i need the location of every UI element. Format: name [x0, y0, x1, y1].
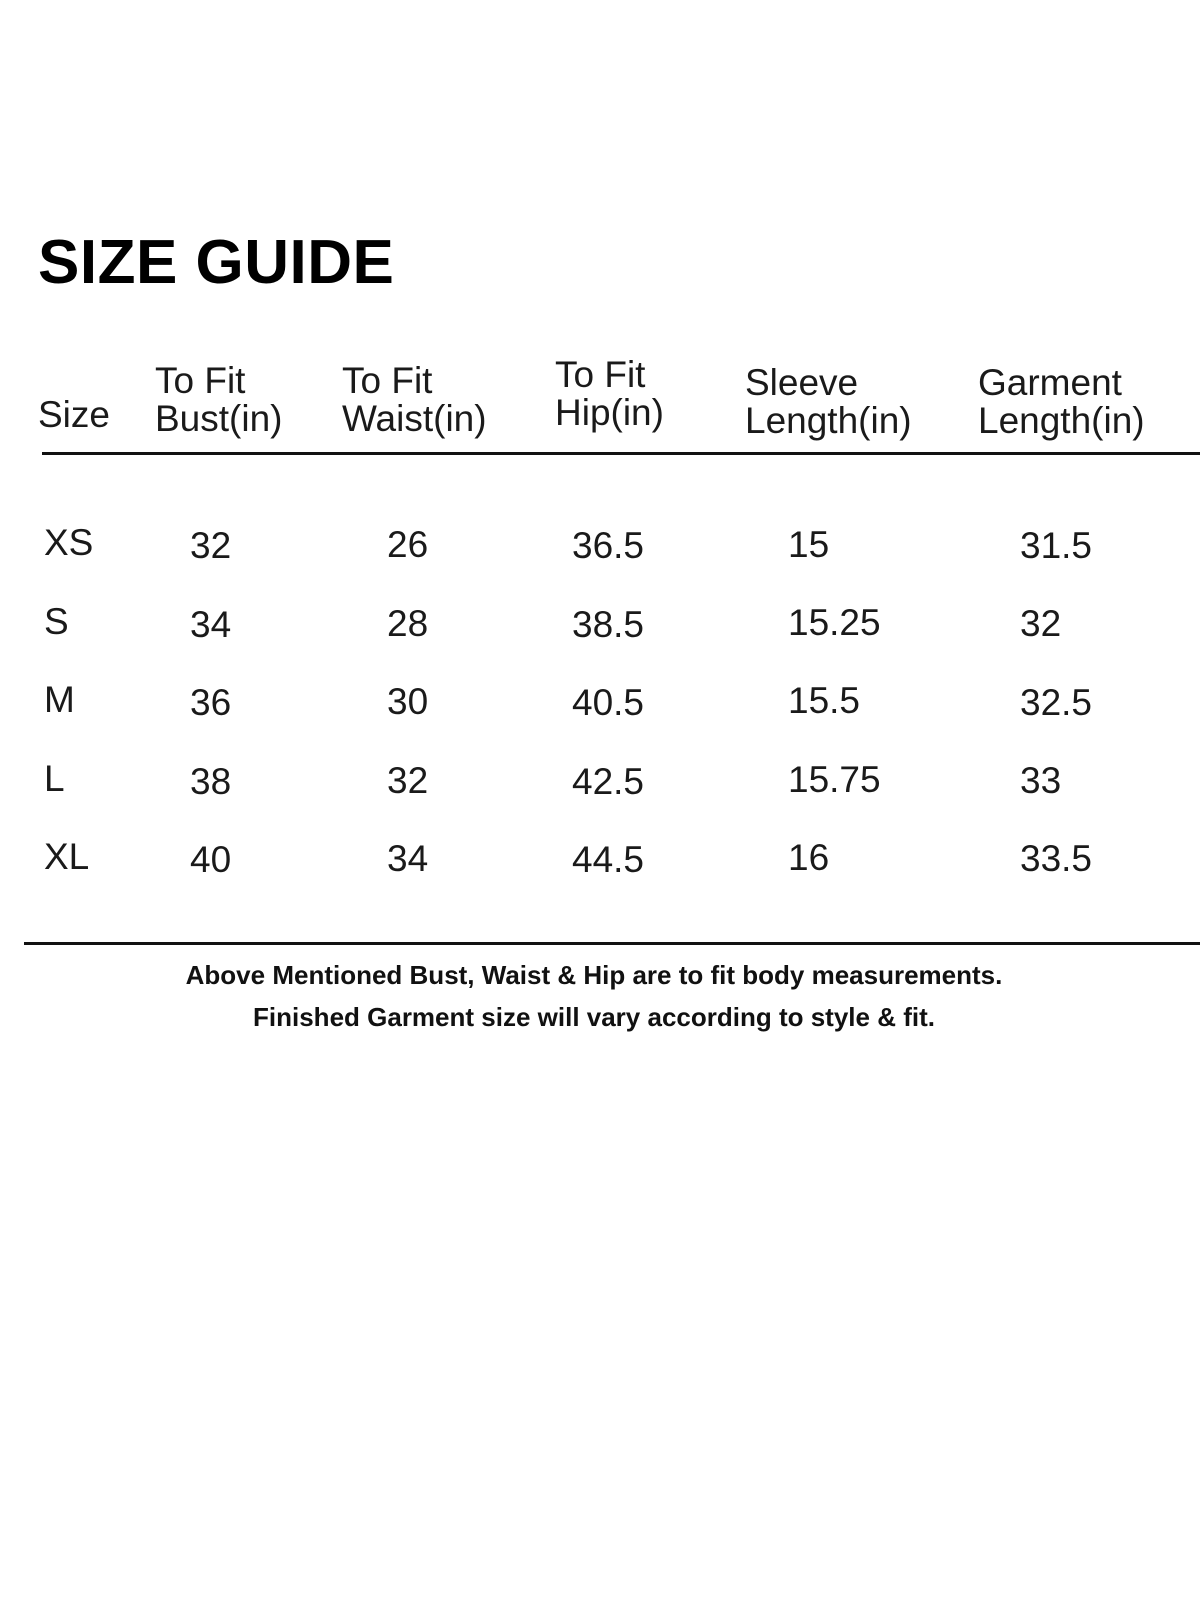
header-sleeve: [745, 364, 912, 440]
table-cell: 38: [190, 761, 232, 802]
table-cell: 15: [788, 524, 830, 565]
table-cell: 32: [387, 760, 429, 801]
table-cell: 15.25: [788, 602, 881, 643]
table-cell: 32: [190, 525, 232, 566]
table-cell: XL: [44, 836, 90, 877]
table-cell: L: [44, 758, 65, 799]
table-cell: 32: [1020, 603, 1062, 644]
header-size-label: Size: [38, 394, 110, 435]
table-cell: M: [44, 679, 75, 720]
header-hip-line2: Hip(in): [555, 392, 664, 433]
header-sleeve-line1: Sleeve: [745, 362, 859, 403]
table-cell: 26: [387, 524, 429, 565]
header-size: [38, 396, 110, 434]
table-cell: 40.5: [572, 682, 645, 723]
header-divider: [42, 452, 1200, 455]
footnote-line-2: Finished Garment size will vary according to style & fit.: [253, 1002, 935, 1032]
header-garment-line2: Length(in): [978, 400, 1145, 441]
table-cell: 33: [1020, 760, 1062, 801]
header-hip-line1: To Fit: [555, 354, 646, 395]
table-cell: 38.5: [572, 604, 645, 645]
table-cell: 30: [387, 681, 429, 722]
table-cell: 15.75: [788, 759, 881, 800]
page-title: SIZE GUIDE: [38, 228, 395, 297]
header-hip: [555, 356, 664, 432]
table-cell: 36.5: [572, 525, 645, 566]
footer-divider: [24, 942, 1200, 945]
header-bust-line2: Bust(in): [155, 398, 283, 439]
header-bust-line1: To Fit: [155, 360, 246, 401]
header-bust: [155, 362, 282, 438]
table-cell: 15.5: [788, 680, 861, 721]
table-cell: 16: [788, 837, 830, 878]
table-cell: 36: [190, 682, 232, 723]
header-garment: [978, 364, 1145, 440]
table-cell: 34: [190, 604, 232, 645]
table-cell: 32.5: [1020, 682, 1093, 723]
table-cell: XS: [44, 522, 94, 563]
table-cell: 42.5: [572, 761, 645, 802]
table-cell: 40: [190, 839, 232, 880]
table-cell: 28: [387, 603, 429, 644]
header-sleeve-line2: Length(in): [745, 400, 912, 441]
table-cell: 33.5: [1020, 838, 1093, 879]
header-waist-line2: Waist(in): [342, 398, 487, 439]
table-cell: 44.5: [572, 839, 645, 880]
table-cell: 31.5: [1020, 525, 1093, 566]
header-waist: [342, 362, 487, 438]
table-cell: S: [44, 601, 69, 642]
header-garment-line1: Garment: [978, 362, 1122, 403]
header-waist-line1: To Fit: [342, 360, 433, 401]
table-cell: 34: [387, 838, 429, 879]
footnote-line-1: Above Mentioned Bust, Waist & Hip are to fit body measurements.: [185, 960, 1003, 990]
